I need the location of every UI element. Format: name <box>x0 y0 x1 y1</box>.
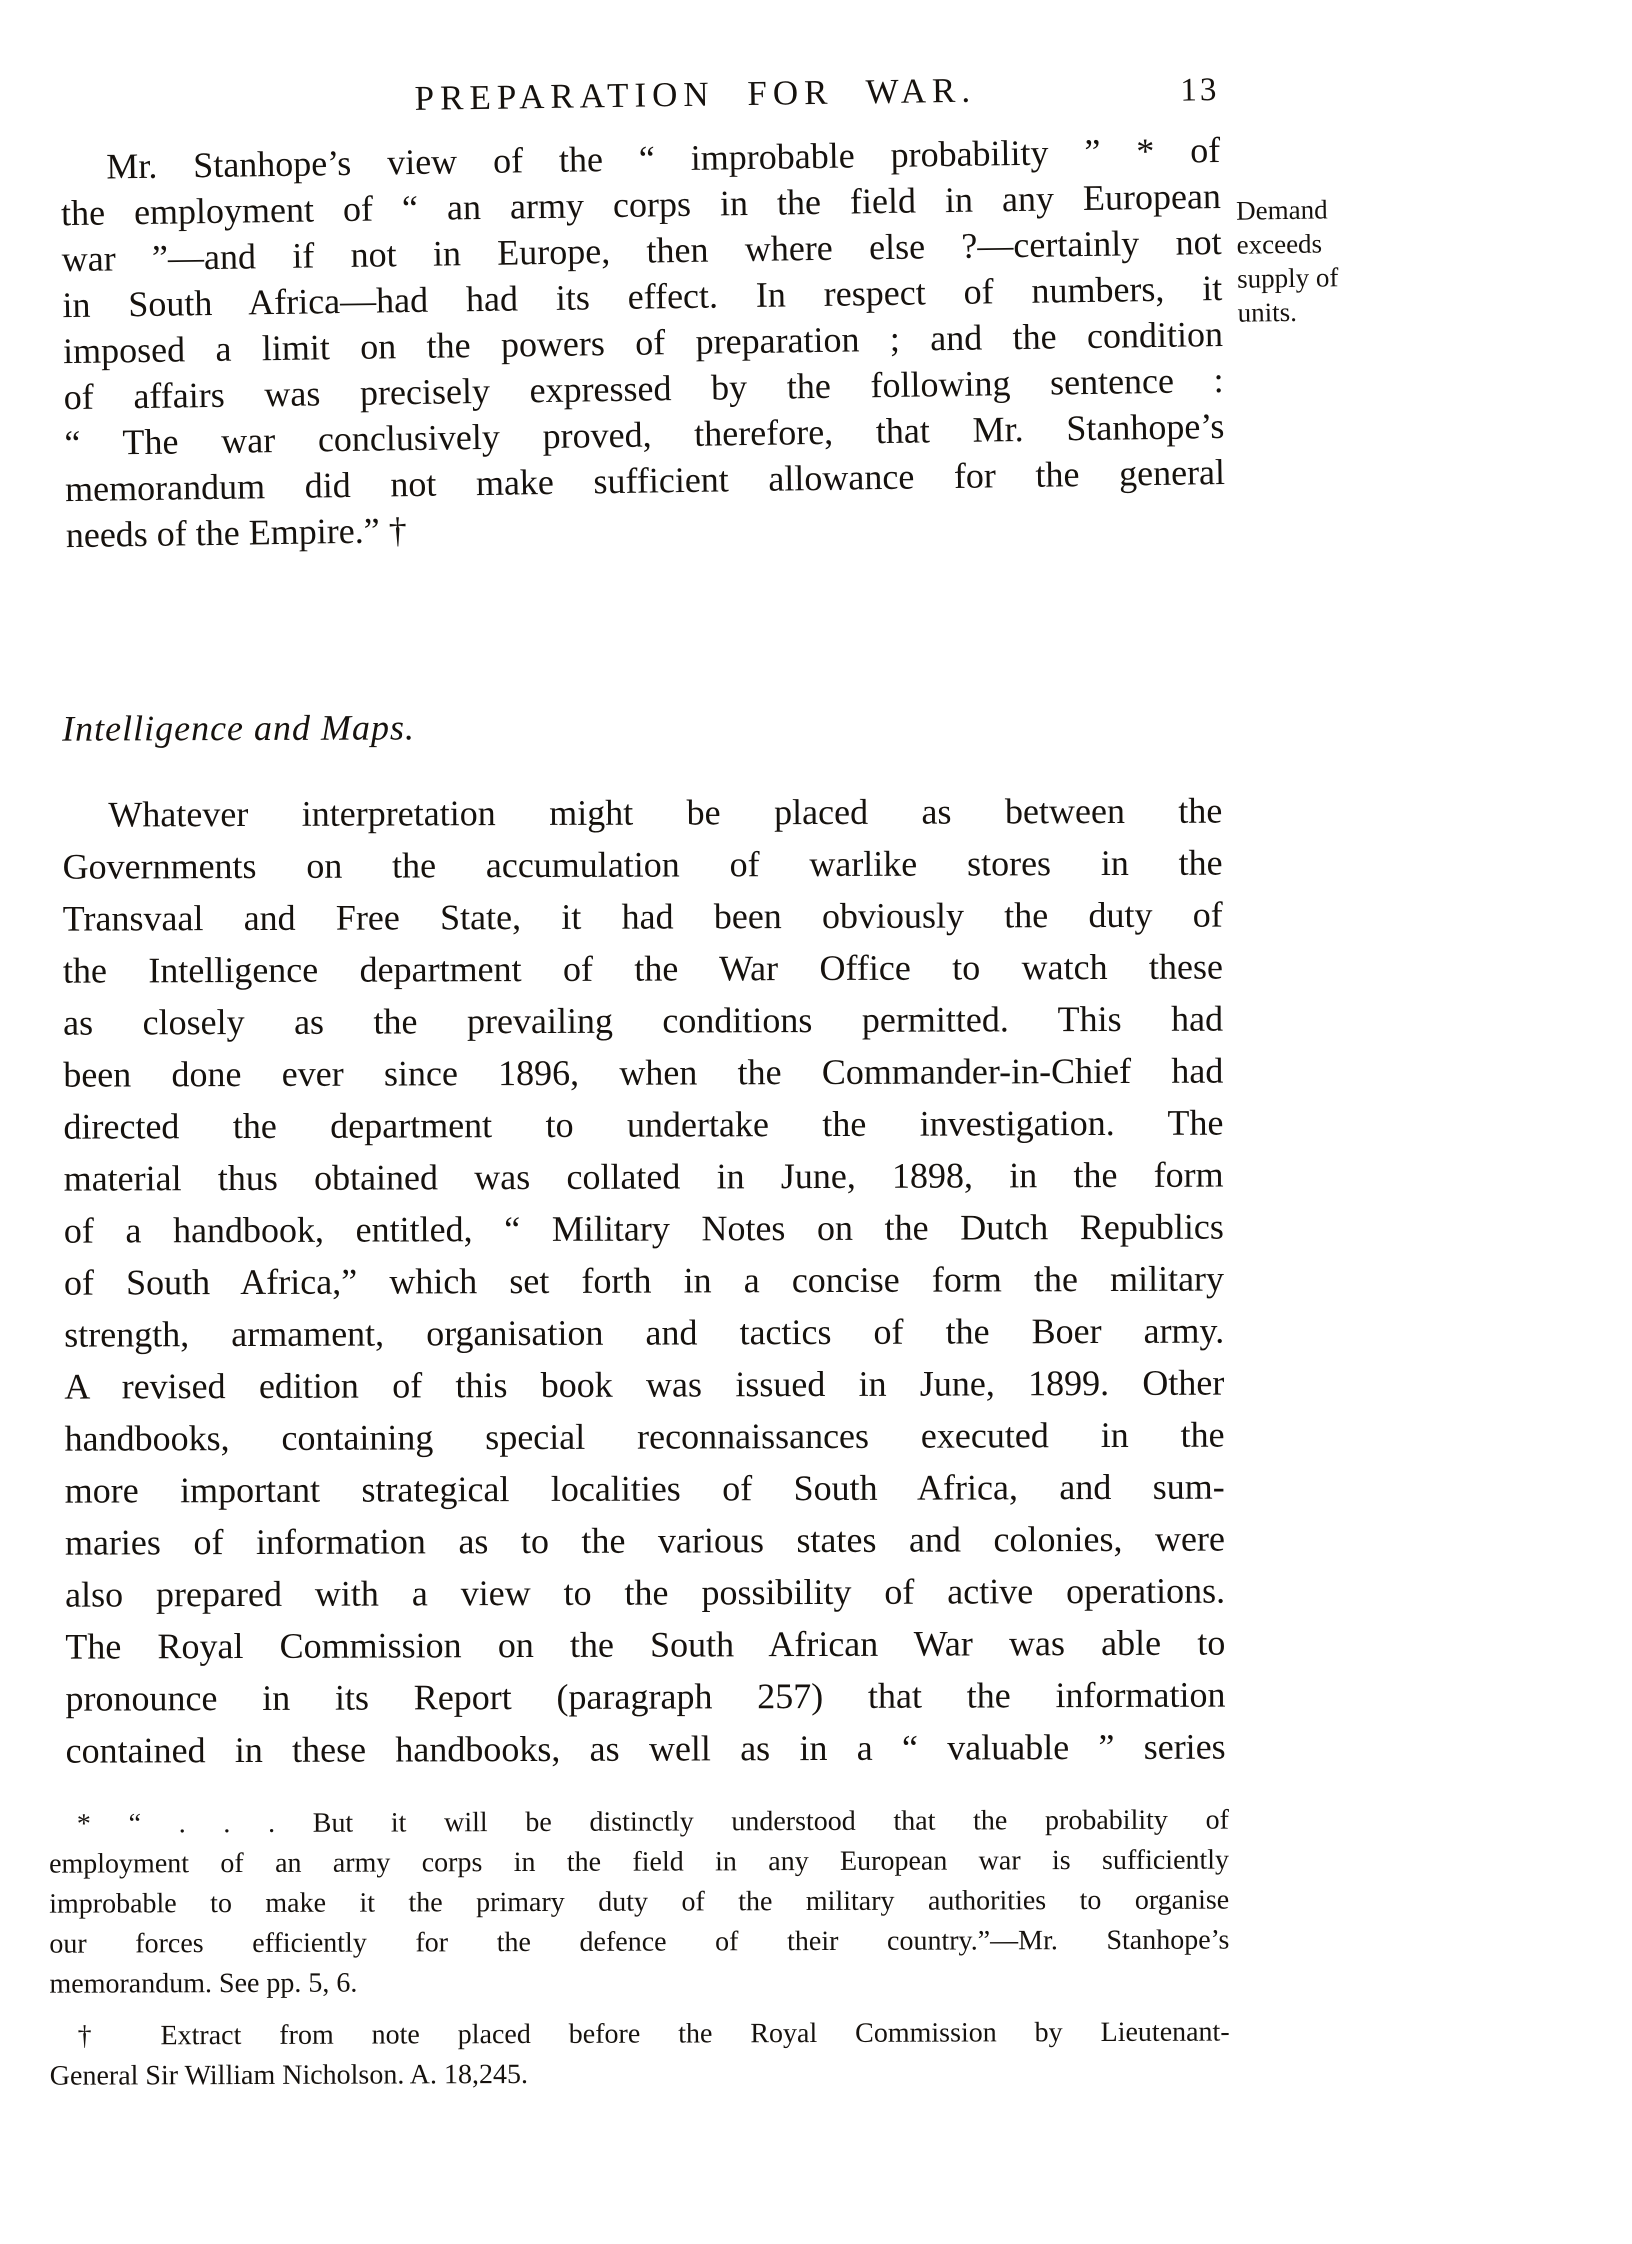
page-number: 13 <box>1180 71 1220 109</box>
text-line: The Royal Commission on the South African War was able to <box>65 1622 1226 1667</box>
text-line: Mr. Stanhope’s view of the “ improbable probability ” * of <box>106 129 1221 187</box>
paragraph-stanhope-view <box>60 127 1226 558</box>
text-line: “ The war conclusively proved, therefore, that Mr. Stanhope’s <box>64 405 1225 464</box>
text-line: directed the department to undertake the investigation. The <box>63 1102 1224 1147</box>
text-line: strength, armament, organisation and tactics of the Boer army. <box>64 1310 1225 1355</box>
footnotes-section <box>49 1801 1230 2097</box>
text-line: memorandum did not make sufficient allowance for the general <box>64 451 1226 510</box>
text-line: of a handbook, entitled, “ Military Notes on the Dutch Republics <box>63 1206 1224 1251</box>
text-line: Governments on the accumulation of warlike stores in the <box>62 842 1223 887</box>
paragraph-intelligence <box>62 785 1225 1777</box>
running-header <box>0 0 1630 131</box>
text-line: as closely as the prevailing conditions permitted. This had <box>63 998 1224 1043</box>
page-lower-section <box>0 702 1632 2097</box>
section-heading: Intelligence and Maps. <box>62 707 416 749</box>
text-line: imposed a limit on the powers of preparation ; and the condition <box>62 313 1224 372</box>
text-line: contained in these handbooks, as well as in a “ valuable ” series <box>65 1726 1226 1771</box>
text-line: more important strategical localities of South Africa, and sum- <box>64 1466 1225 1511</box>
text-line: employment of an army corps in the field in any European war is sufficiently <box>48 1844 1230 1880</box>
footnote-asterisk <box>49 1801 1230 2005</box>
text-line: Transvaal and Free State, it had been obviously the duty of <box>62 894 1223 939</box>
text-line: Whatever interpretation might be placed as between the <box>108 790 1223 835</box>
margin-note: Demand exceeds supply of units. <box>1235 194 1339 328</box>
text-line: improbable to make it the primary duty of the military authorities to organise <box>49 1884 1230 1920</box>
text-line: † Extract from note placed before the Royal Commission by Lieutenant- <box>77 2016 1230 2052</box>
text-line: General Sir William Nicholson. A. 18,245. <box>49 2059 529 2092</box>
text-line: A revised edition of this book was issued in June, 1899. Other <box>64 1362 1225 1407</box>
text-line: pronounce in its Report (paragraph 257) that the information <box>65 1674 1226 1719</box>
text-line: handbooks, containing special reconnaissances executed in the <box>64 1414 1225 1459</box>
text-line: our forces efficiently for the defence of their country.”—Mr. Stanhope’s <box>49 1924 1230 1960</box>
text-line: been done ever since 1896, when the Commander-in-Chief had <box>63 1050 1224 1095</box>
text-line: in South Africa—had had its effect. In respect of numbers, it <box>62 267 1223 326</box>
page-title: PREPARATION FOR WAR. <box>414 70 977 118</box>
text-line: of affairs was precisely expressed by the following sentence : <box>63 359 1224 418</box>
text-line: of South Africa,” which set forth in a concise form the military <box>63 1258 1225 1303</box>
text-line: needs of the Empire.” † <box>65 510 407 556</box>
text-line: the employment of “ an army corps in the field in any European <box>60 175 1222 234</box>
text-line: war ”—and if not in Europe, then where else ?—certainly not <box>61 221 1222 280</box>
text-line: maries of information as to the various states and colonies, were <box>64 1518 1225 1563</box>
text-line: the Intelligence department of the War Office to watch these <box>62 946 1223 991</box>
text-line: * “ . . . But it will be distinctly understood that the probability of <box>76 1804 1229 1840</box>
footnote-dagger <box>50 2013 1230 2097</box>
page-upper-section <box>0 0 1632 559</box>
text-line: also prepared with a view to the possibility of active operations. <box>65 1570 1226 1615</box>
text-line: material thus obtained was collated in June, 1898, in the form <box>63 1154 1224 1199</box>
text-line: memorandum. See pp. 5, 6. <box>49 1967 358 2000</box>
